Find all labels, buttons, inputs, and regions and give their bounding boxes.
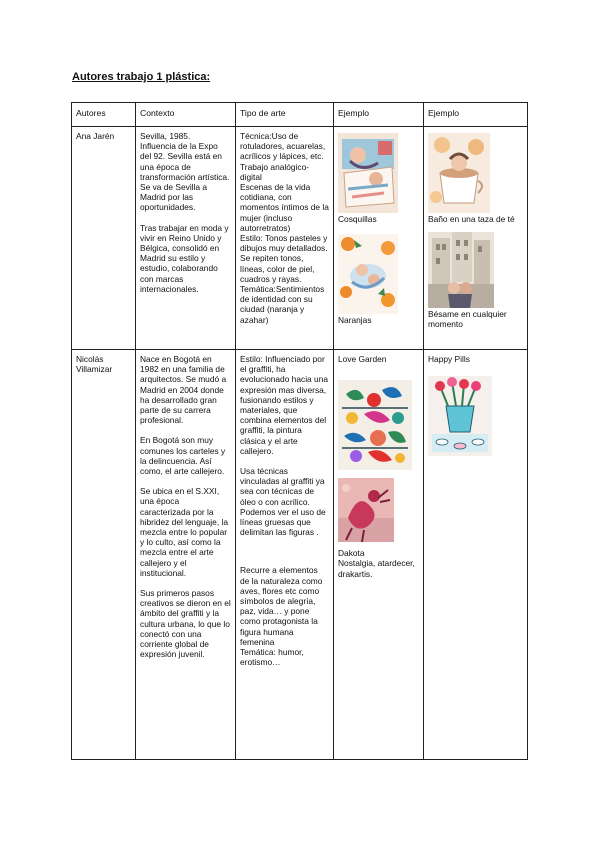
art-type-paragraph: Usa técnicas vinculadas al graffiti ya sea con técnicas de óleo o con acrílico. Podemos ver el uso de líneas gruesas que delimitan las figuras . <box>240 466 326 538</box>
table-header-row <box>72 103 528 127</box>
context-paragraph: Sevilla, 1985. Influencia de la Expo del 92. Sevilla está en una época de transformación artística. Se va de Sevilla a Madrid por las oportunidades. <box>140 131 230 213</box>
context-paragraph: Nace en Bogotá en 1982 en una familia de arquitectos. Se mudó a Madrid en 2004 donde ha desarrollado gran parte de su carrera profesional. <box>140 354 227 426</box>
illustration-besame-icon <box>428 232 494 308</box>
context-paragraph: En Bogotá son muy comunes los carteles y la delincuencia. Así como, el arte callejero. <box>140 435 226 477</box>
example-cell <box>424 350 528 760</box>
author-cell <box>72 350 136 760</box>
illustration-happy-pills-icon <box>428 376 492 456</box>
art-type-cell <box>236 350 334 760</box>
art-type-cell <box>236 127 334 350</box>
art-type-text: Técnica:Uso de rotuladores, acuarelas, acrílicos y lápices, etc. Trabajo analógico-digital Escenas de la vida cotidiana, con momentos íntimos de la mujer (incluso autorretratos) Estilo: Tonos pasteles y dibujos muy detallados. Se repiten tonos, líneas, color de piel, cuadros y rayas. Temática:Sentimientos de identidad con su ciudad (naranja y azahar) <box>240 131 329 325</box>
context-paragraph: Tras trabajar en moda y vivir en Reino Unido y Bélgica, consolidó en Madrid su estilo y estudio, colaborando con marcas internacionales. <box>140 222 229 294</box>
header-autores: Autores <box>72 103 136 127</box>
table-row <box>72 350 528 760</box>
header-contexto: Contexto <box>136 103 236 127</box>
illustration-naranjas-icon <box>338 234 398 314</box>
example-caption: Bésame en cualquier momento <box>428 309 507 330</box>
context-cell <box>136 350 236 760</box>
header-ejemplo-2: Ejemplo <box>424 103 528 127</box>
example-caption: Baño en una taza de té <box>428 214 515 224</box>
page-title: Autores trabajo 1 plástica: <box>72 71 211 83</box>
header-tipo-de-arte: Tipo de arte <box>236 103 334 127</box>
table-row <box>72 127 528 350</box>
authors-table <box>71 102 528 760</box>
header-ejemplo-1: Ejemplo <box>334 103 424 127</box>
example-caption: Dakota Nostalgia, atardecer, drakartis. <box>338 548 415 579</box>
context-paragraph: Sus primeros pasos creativos se dieron en el ámbito del graffiti y la cultura urbana, lo que lo conectó con una corriente global de expresión juvenil. <box>140 588 231 660</box>
example-cell <box>334 350 424 760</box>
illustration-dakota-icon <box>338 478 394 542</box>
context-paragraph: Se ubica en el S.XXI, una época caracterizada por la hibridez del lenguaje, la mezcla entre lo popular y lo culto, así como la mezcla entre el arte callejero y el institucional. <box>140 486 228 578</box>
example-caption: Cosquillas <box>338 214 377 224</box>
example-caption: Naranjas <box>338 315 372 326</box>
illustration-bano-taza-te-icon <box>428 133 490 213</box>
art-type-paragraph: Recurre a elementos de la naturaleza como aves, flores etc como símbolos de alegría, paz, vida… y pone como protagonista la figura humana femenina Temática: humor, erotismo… <box>240 565 323 668</box>
example-title: Love Garden <box>338 354 387 364</box>
example-cell <box>334 127 424 350</box>
art-type-paragraph: Estilo: Influenciado por el graffiti, ha evolucionado hacia una expresión mas diversa, fusionando estilos y materiales, que combina elementos del graffiti, la pintura clásica y el arte callejero. <box>240 354 329 456</box>
author-cell <box>72 127 136 350</box>
author-name: Ana Jarén <box>76 131 115 141</box>
example-title: Happy Pills <box>428 354 470 364</box>
illustration-love-garden-icon <box>338 380 412 470</box>
illustration-cosquillas-icon <box>338 133 398 213</box>
example-cell <box>424 127 528 350</box>
context-cell <box>136 127 236 350</box>
author-name: Nicolás Villamizar <box>76 354 113 375</box>
